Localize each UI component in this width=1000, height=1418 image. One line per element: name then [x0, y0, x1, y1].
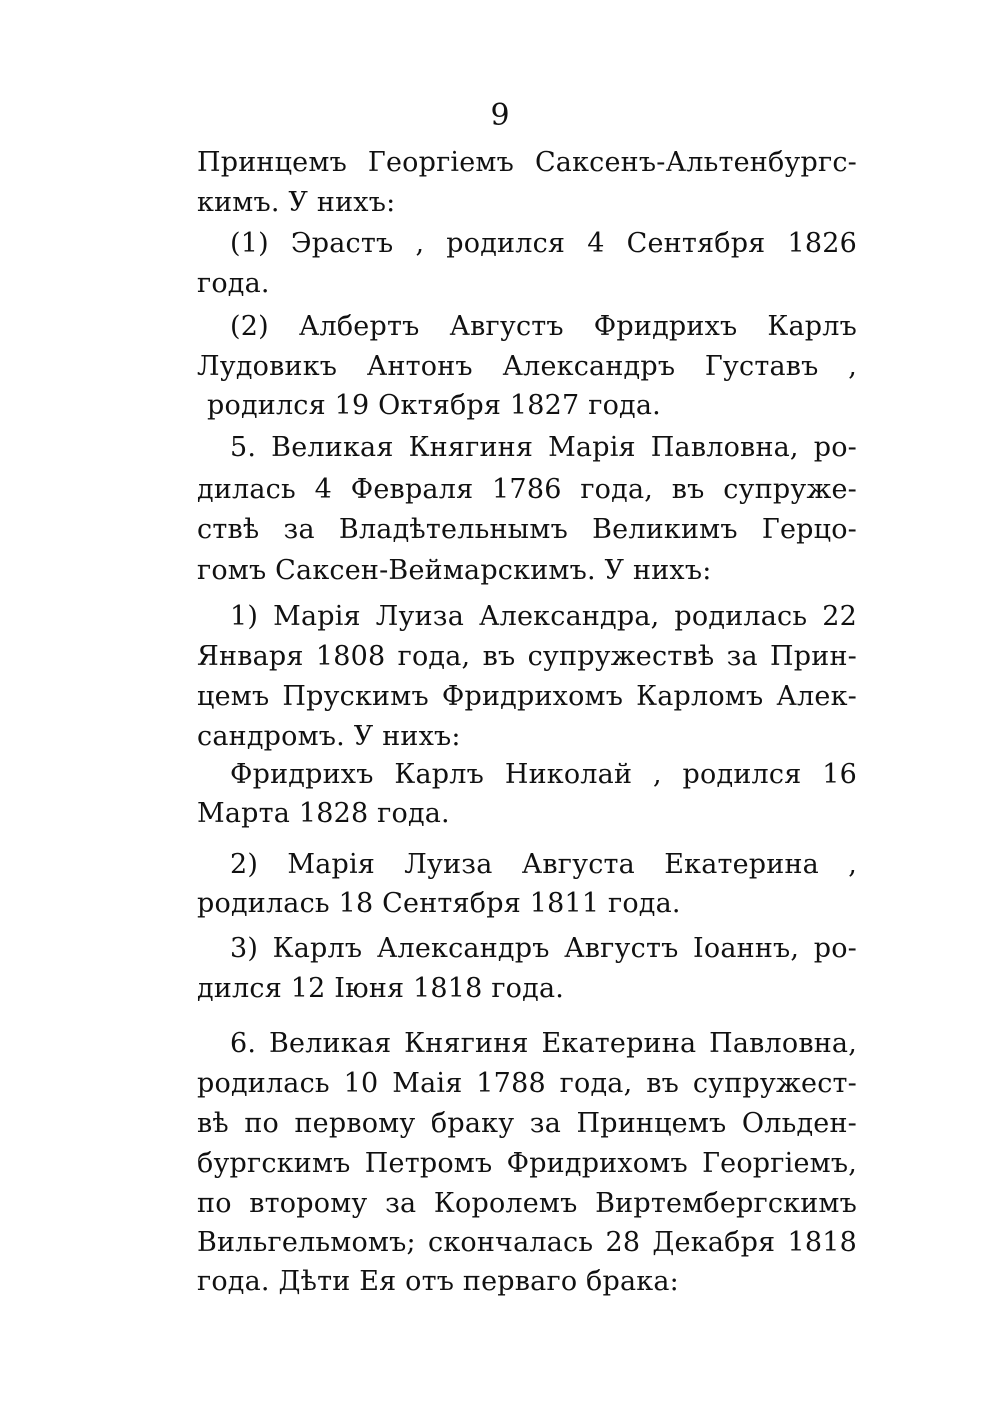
- page-number: 9: [490, 98, 510, 133]
- text-line-22: 6. Великая Княгиня Екатерина Павловна,: [230, 1028, 857, 1059]
- text-line-13: Января 1808 года, въ супружествѣ за Прин-: [197, 641, 857, 672]
- text-line-3: (1) Эрастъ , родился 4 Сентября 1826: [230, 228, 857, 259]
- text-line-21: дился 12 Іюня 1818 года.: [197, 973, 565, 1004]
- text-line-12: 1) Марія Луиза Александра, родилась 22: [230, 601, 857, 632]
- text-line-20: 3) Карлъ Александръ Августъ Іоаннъ, ро-: [230, 933, 857, 964]
- text-line-25: бургскимъ Петромъ Фридрихомъ Георгіемъ,: [197, 1148, 857, 1179]
- text-line-7: родился 19 Октября 1827 года.: [207, 390, 661, 421]
- text-line-4: года.: [197, 268, 270, 299]
- text-line-17: Марта 1828 года.: [197, 798, 450, 829]
- text-line-16: Фридрихъ Карлъ Николай , родился 16: [230, 759, 857, 790]
- text-line-27: Вильгельмомъ; скончалась 28 Декабря 1818: [197, 1227, 857, 1258]
- text-line-23: родилась 10 Маія 1788 года, въ супружест-: [197, 1068, 857, 1099]
- text-line-2: кимъ. У нихъ:: [197, 187, 396, 218]
- text-line-28: года. Дѣти Ея отъ перваго брака:: [197, 1266, 679, 1297]
- text-line-5: (2) Албертъ Августъ Фридрихъ Карлъ: [230, 311, 857, 342]
- text-line-6: Лудовикъ Антонъ Александръ Густавъ ,: [197, 351, 857, 382]
- text-line-8: 5. Великая Княгиня Марія Павловна, ро-: [230, 432, 857, 463]
- text-line-18: 2) Марія Луиза Августа Екатерина ,: [230, 849, 857, 880]
- text-line-15: сандромъ. У нихъ:: [197, 721, 461, 752]
- text-line-11: гомъ Саксен-Веймарскимъ. У нихъ:: [197, 555, 712, 586]
- text-line-1: Принцемъ Георгіемъ Саксенъ-Альтенбургс-: [197, 147, 857, 178]
- text-line-9: дилась 4 Февраля 1786 года, въ супруже-: [197, 474, 857, 505]
- text-line-10: ствѣ за Владѣтельнымъ Великимъ Герцо-: [197, 514, 857, 545]
- text-line-26: по второму за Королемъ Виртембергскимъ: [197, 1188, 857, 1219]
- text-line-14: цемъ Прускимъ Фридрихомъ Карломъ Алек-: [197, 681, 857, 712]
- text-line-19: родилась 18 Сентября 1811 года.: [197, 888, 681, 919]
- text-line-24: вѣ по первому браку за Принцемъ Ольден-: [197, 1108, 857, 1139]
